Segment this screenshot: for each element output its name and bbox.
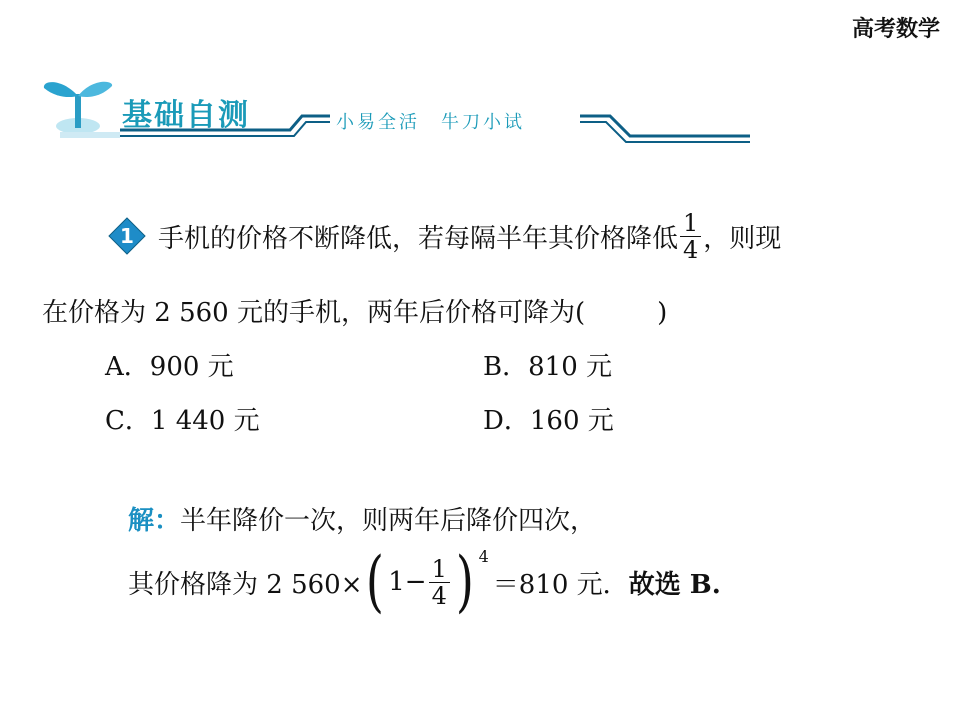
fraction-denominator: 4 — [683, 235, 699, 264]
solution-result: ＝810 元． — [492, 569, 629, 600]
question-paren-close: ) — [657, 298, 668, 328]
option-value: 1 440 元 — [150, 406, 260, 436]
option-c — [105, 400, 260, 437]
question-fraction — [680, 210, 701, 263]
left-paren: ( — [366, 543, 385, 620]
option-letter: C． — [105, 406, 151, 436]
question-text-1-tail: ，则现 — [703, 223, 782, 254]
question-line-2 — [42, 292, 667, 329]
solution-line-1 — [128, 500, 596, 537]
one-minus: 1− — [388, 567, 427, 597]
banner-subtitle: 小易全活 牛刀小试 — [336, 112, 525, 133]
banner-title: 基础自测 — [122, 98, 250, 133]
solution-label: 解： — [128, 506, 181, 536]
option-value: 900 元 — [149, 352, 234, 382]
exponent: 4 — [478, 546, 489, 566]
question-number-badge — [108, 217, 146, 255]
question-text-1: 手机的价格不断降低，若每隔半年其价格降低 — [158, 223, 679, 254]
section-banner — [40, 72, 760, 152]
solution-line-2 — [128, 542, 721, 622]
option-letter: A． — [105, 352, 150, 382]
solution-text-1: 半年降价一次，则两年后降价四次， — [180, 506, 597, 536]
question-text-2: 在价格为 2 560 元的手机，两年后价格可降为( — [42, 298, 586, 328]
solution-prefix: 其价格降为 2 560× — [128, 569, 363, 600]
option-d — [483, 400, 614, 437]
corner-title: 高考数学 — [851, 16, 940, 42]
fraction-numerator: 1 — [429, 556, 450, 583]
option-b — [483, 346, 612, 383]
sprout-icon — [44, 82, 112, 134]
fraction-numerator: 1 — [680, 210, 701, 237]
question-number: 1 — [120, 224, 134, 248]
option-letter: D． — [483, 406, 530, 436]
option-value: 810 元 — [528, 352, 613, 382]
solution-conclusion: 故选 B. — [628, 569, 721, 600]
option-value: 160 元 — [529, 406, 614, 436]
option-a — [105, 346, 234, 383]
question-line-1 — [108, 204, 781, 268]
solution-fraction — [429, 556, 450, 609]
fraction-denominator: 4 — [431, 581, 447, 610]
right-paren: ) — [455, 543, 474, 620]
option-letter: B． — [483, 352, 529, 382]
